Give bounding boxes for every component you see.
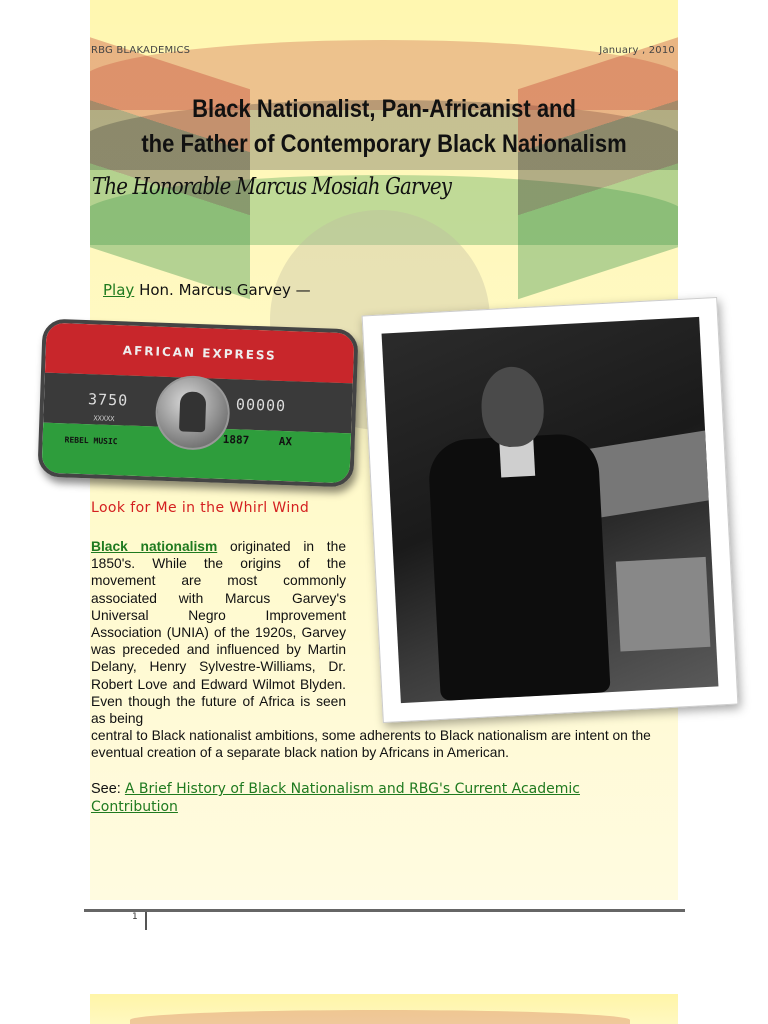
whirl-wind-heading: Look for Me in the Whirl Wind (91, 500, 310, 516)
photo-desk (586, 430, 709, 519)
header-publisher: RBG BLAKADEMICS (91, 45, 191, 56)
card-title: AFRICAN EXPRESS (122, 343, 277, 363)
page-subtitle: The Honorable Marcus Mosiah Garvey (92, 174, 452, 200)
next-page-band (130, 1010, 630, 1024)
card-code: AX (278, 434, 293, 449)
title-line-2: the Father of Contemporary Black Nationalism (141, 130, 627, 158)
page-number: 1 (132, 912, 138, 922)
coin-figure-icon (179, 391, 206, 432)
card-small-code: XXXXX (93, 414, 115, 424)
page-number-tick (145, 912, 147, 930)
card-year: 1887 (222, 432, 250, 447)
next-page-preview (90, 994, 678, 1024)
play-line (103, 281, 311, 299)
page-title (125, 92, 642, 162)
see-also-line (91, 780, 651, 816)
body-column-text (91, 538, 346, 727)
card-number-right: 00000 (235, 395, 287, 416)
african-express-card-image (37, 319, 358, 488)
play-text: Hon. Marcus Garvey — (139, 281, 311, 299)
card-footer: REBEL MUSIC (64, 435, 118, 447)
header-date: January , 2010 (599, 45, 675, 56)
play-link[interactable]: Play (103, 281, 135, 299)
brief-history-link[interactable]: A Brief History of Black Nationalism and RBG's Current Academic Contribution (91, 781, 580, 815)
card-number-left: 3750 (87, 390, 129, 410)
body-full-width-text: central to Black nationalist ambitions, some adherents to Black nationalism are intent on the eventual creation of a separate black nation by Africans in American. (91, 728, 651, 761)
photo-figure-head (479, 365, 545, 448)
title-line-1: Black Nationalist, Pan-Africanist and (192, 95, 576, 123)
footer-rule (84, 909, 685, 912)
see-prefix: See: (91, 781, 121, 797)
black-nationalism-link[interactable]: Black nationalism (91, 539, 218, 554)
body-paragraph (91, 538, 681, 762)
body-column-content: originated in the 1850's. While the origins of the movement are most commonly associated with Marcus Garvey's Universal Negro Improvement Association (UNIA) of the 1920s, Garvey was preceded and influenced by Martin Delany, Henry Sylvestre-Williams, Dr. Robert Love and Edward Wilmot Blyden. Even though the future of Africa is seen as being (91, 539, 346, 727)
